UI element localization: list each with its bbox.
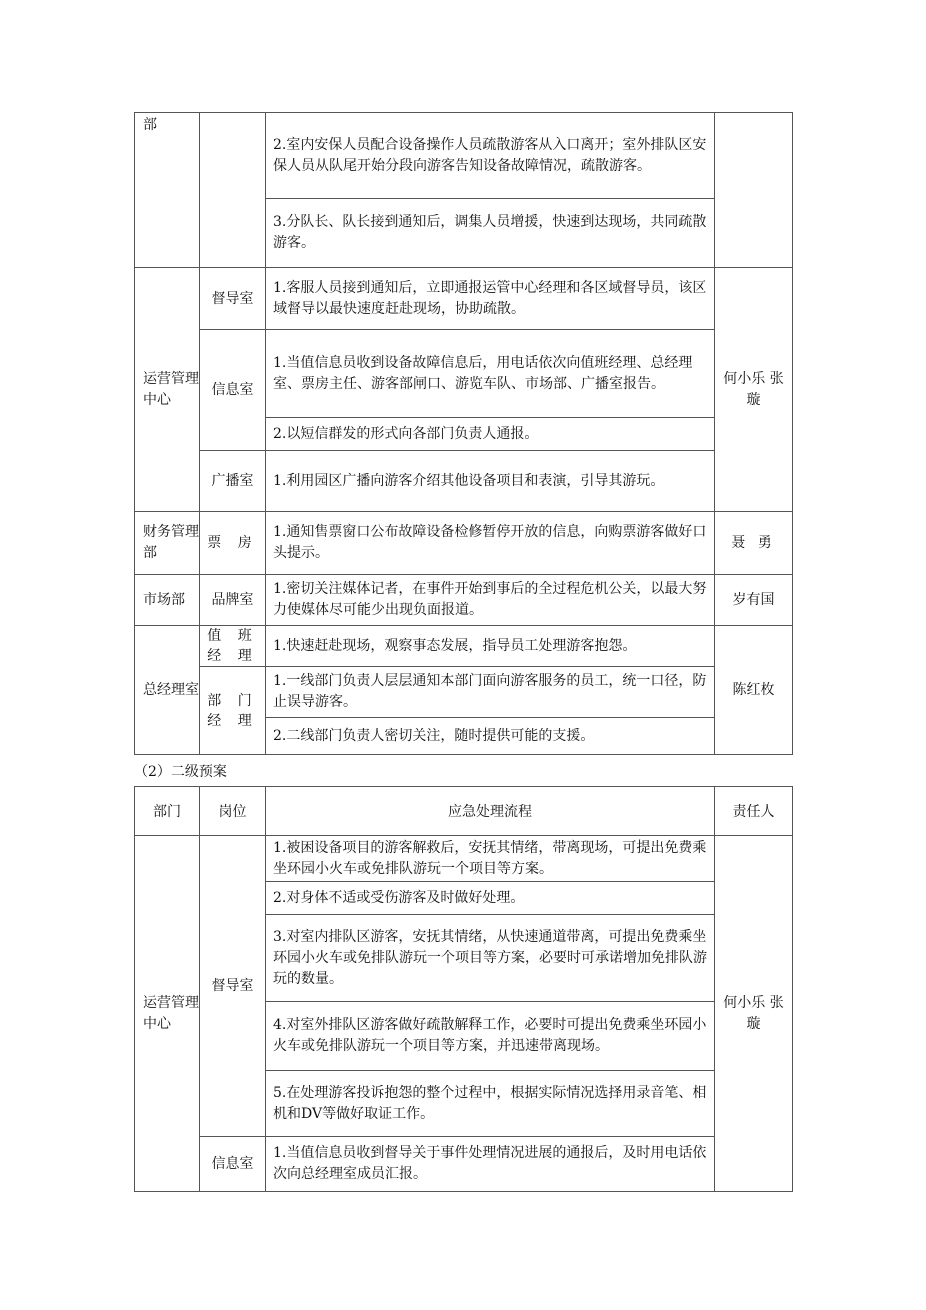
header-procedure: 应急处理流程 bbox=[266, 787, 715, 836]
table-row bbox=[135, 667, 793, 718]
header-post: 岗位 bbox=[200, 787, 266, 836]
procedure-cell: 4.对室外排队区游客做好疏散解释工作，必要时可提出免费乘坐环园小火车或免排队游玩一个项目等方案，并迅速带离现场。 bbox=[266, 1002, 715, 1071]
post-cell: 督导室 bbox=[200, 268, 266, 330]
procedure-cell: 1.客服人员接到通知后，立即通报运管中心经理和各区域督导员，该区域督导以最快速度赶赴现场，协助疏散。 bbox=[266, 268, 715, 330]
responsible-cell: 何小乐 张 璇 bbox=[715, 268, 793, 512]
procedure-cell: 1.一线部门负责人层层通知本部门面向游客服务的员工，统一口径，防止误导游客。 bbox=[266, 667, 715, 718]
dept-cell: 运营管理中心 bbox=[135, 836, 200, 1192]
procedure-cell: 1.快速赶赴现场，观察事态发展，指导员工处理游客抱怨。 bbox=[266, 626, 715, 667]
post-cell bbox=[200, 113, 266, 268]
table-row bbox=[135, 330, 793, 418]
table-header-row bbox=[135, 787, 793, 836]
procedure-cell: 1.密切关注媒体记者，在事件开始到事后的全过程危机公关，以最大努力使媒体尽可能少出现负面报道。 bbox=[266, 575, 715, 626]
procedure-cell: 1.被困设备项目的游客解救后，安抚其情绪，带离现场，可提出免费乘坐环园小火车或免排队游玩一个项目等方案。 bbox=[266, 836, 715, 882]
dept-cell: 运营管理中心 bbox=[135, 268, 200, 512]
plan-level2-table bbox=[134, 786, 793, 1192]
post-cell: 品牌室 bbox=[200, 575, 266, 626]
table-row bbox=[135, 451, 793, 512]
table-row bbox=[135, 836, 793, 882]
table-row bbox=[135, 113, 793, 199]
plan-level1-table bbox=[134, 112, 793, 755]
table-row bbox=[135, 512, 793, 575]
responsible-cell bbox=[715, 113, 793, 268]
responsible-cell: 岁有国 bbox=[715, 575, 793, 626]
procedure-cell: 2.二线部门负责人密切关注，随时提供可能的支援。 bbox=[266, 718, 715, 755]
post-cell: 票 房 bbox=[200, 512, 266, 575]
post-cell: 督导室 bbox=[200, 836, 266, 1137]
procedure-cell: 2.室内安保人员配合设备操作人员疏散游客从入口离开；室外排队区安保人员从队尾开始分段向游客告知设备故障情况，疏散游客。 bbox=[266, 113, 715, 199]
post-cell: 部 门 经 理 bbox=[200, 667, 266, 755]
header-responsible: 责任人 bbox=[715, 787, 793, 836]
responsible-cell: 何小乐 张 璇 bbox=[715, 836, 793, 1192]
section-caption: （2）二级预案 bbox=[134, 764, 227, 780]
table-row bbox=[135, 626, 793, 667]
dept-cell: 总经理室 bbox=[135, 626, 200, 755]
procedure-cell: 1.利用园区广播向游客介绍其他设备项目和表演，引导其游玩。 bbox=[266, 451, 715, 512]
post-cell: 值 班 经 理 bbox=[200, 626, 266, 667]
procedure-cell: 3.对室内排队区游客，安抚其情绪，从快速通道带离，可提出免费乘坐环园小火车或免排队游玩一个项目等方案，必要时可承诺增加免排队游玩的数量。 bbox=[266, 915, 715, 1002]
procedure-cell: 5.在处理游客投诉抱怨的整个过程中，根据实际情况选择用录音笔、相机和DV等做好取证工作。 bbox=[266, 1071, 715, 1137]
table-row bbox=[135, 268, 793, 330]
procedure-cell: 1.通知售票窗口公布故障设备检修暂停开放的信息，向购票游客做好口头提示。 bbox=[266, 512, 715, 575]
header-dept: 部门 bbox=[135, 787, 200, 836]
dept-cell: 部 bbox=[135, 113, 200, 268]
responsible-cell: 聂 勇 bbox=[715, 512, 793, 575]
post-cell: 信息室 bbox=[200, 330, 266, 451]
post-cell: 信息室 bbox=[200, 1137, 266, 1192]
responsible-cell: 陈红枚 bbox=[715, 626, 793, 755]
procedure-cell: 3.分队长、队长接到通知后，调集人员增援，快速到达现场，共同疏散游客。 bbox=[266, 199, 715, 268]
dept-cell: 财务管理部 bbox=[135, 512, 200, 575]
table-row bbox=[135, 575, 793, 626]
table-row bbox=[135, 1137, 793, 1192]
procedure-cell: 1.当值信息员收到设备故障信息后，用电话依次向值班经理、总经理室、票房主任、游客部闸口、游览车队、市场部、广播室报告。 bbox=[266, 330, 715, 418]
post-cell: 广播室 bbox=[200, 451, 266, 512]
procedure-cell: 2.对身体不适或受伤游客及时做好处理。 bbox=[266, 882, 715, 915]
procedure-cell: 2.以短信群发的形式向各部门负责人通报。 bbox=[266, 418, 715, 451]
procedure-cell: 1.当值信息员收到督导关于事件处理情况进展的通报后，及时用电话依次向总经理室成员汇报。 bbox=[266, 1137, 715, 1192]
dept-cell: 市场部 bbox=[135, 575, 200, 626]
